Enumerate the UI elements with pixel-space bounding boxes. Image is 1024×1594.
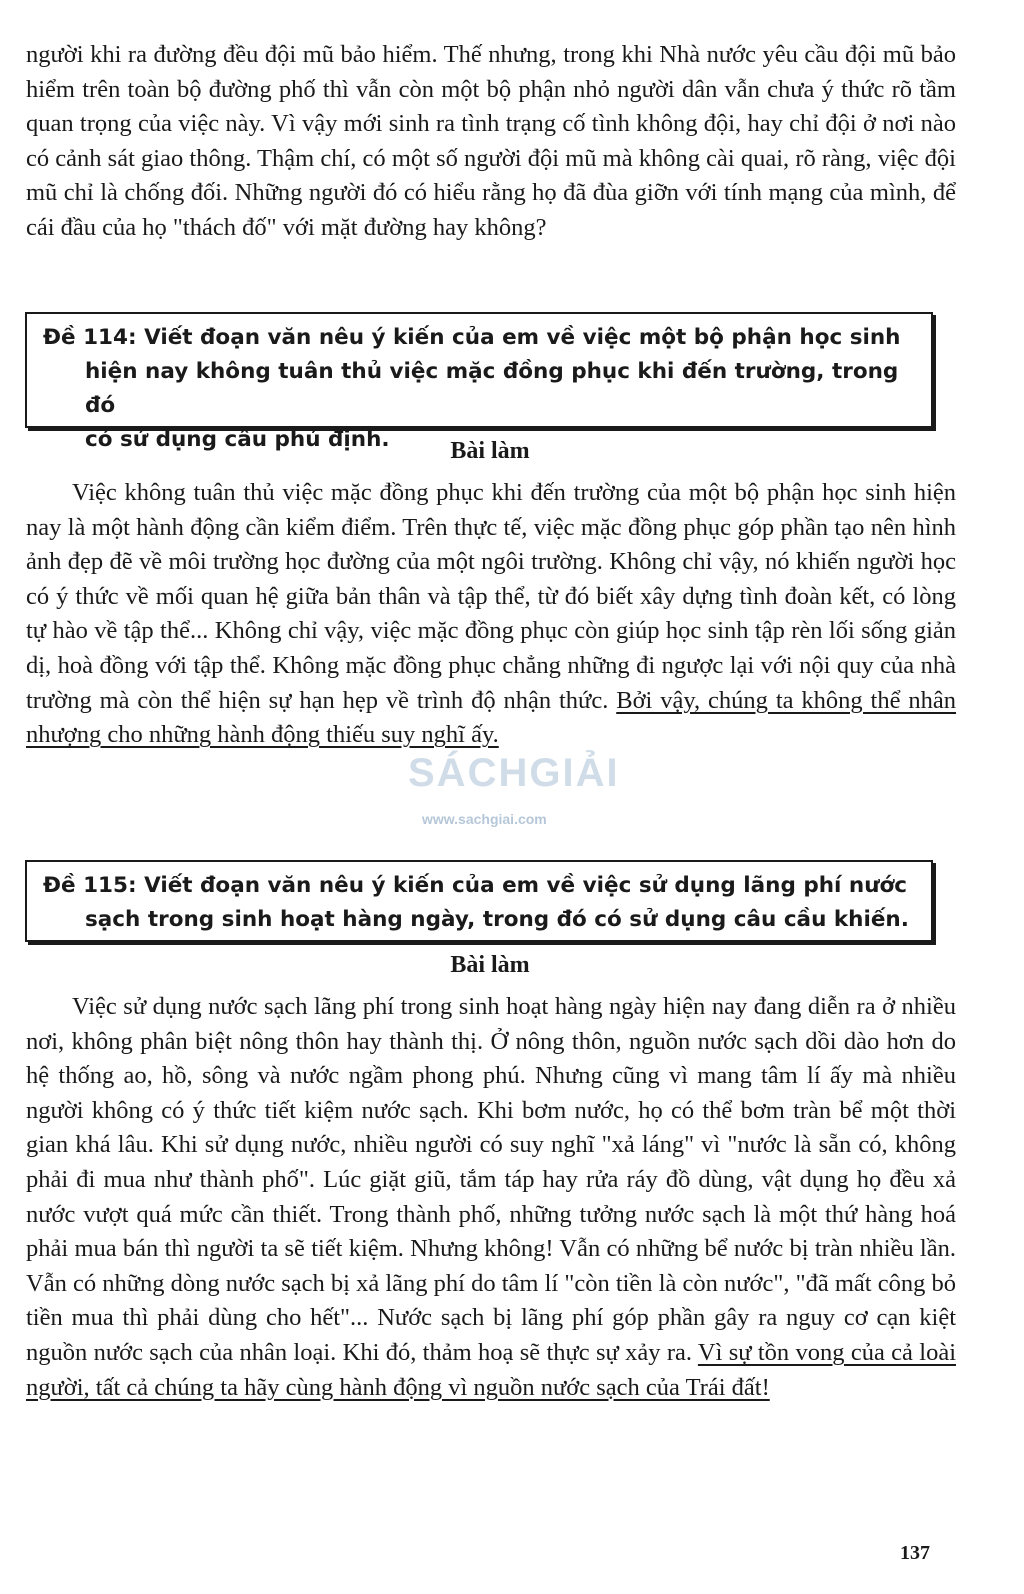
task-114-line-2: hiện nay không tuân thủ việc mặc đồng phục khi đến trường, trong đó	[85, 359, 899, 418]
answer-114-heading: Bài làm	[450, 438, 530, 464]
answer-115-text: Việc sử dụng nước sạch lãng phí trong sinh hoạt hàng ngày hiện nay đang diễn ra ở nhiều nơi, không phân biệt nông thôn hay thành thị. Ở nông thôn, nguồn nước sạch dồi dào hơn do hệ thống ao, hồ, sông và nước ngầm phong phú. Nhưng cũng vì mang tâm lí ấy mà nhiều người không có ý thức tiết kiệm nước sạch. Khi bơm nước, họ có thể bơm tràn bể một thời gian khá lâu. Khi sử dụng nước, nhiều người có suy nghĩ "xả láng" vì "nước là sẵn có, không phải đi mua như thành phố". Lúc giặt giũ, tắm táp hay rửa ráy đồ dùng, vật dụng họ đều xả nước vượt quá mức cần thiết. Trong thành phố, những tưởng nước sạch là một thứ hàng hoá phải mua bán thì người ta sẽ tiết kiệm. Nhưng không! Vẫn có những bể nước bị tràn nhiều lần. Vẫn có những dòng nước sạch bị xả lãng phí do tâm lí "còn tiền là còn nước", "đã mất công bỏ tiền mua thì phải dùng cho hết"... Nước sạch bị lãng phí góp phần gây ra nguy cơ cạn kiệt nguồn nước sạch của nhân loại. Khi đó, thảm hoạ sẽ thực sự xảy ra.	[26, 993, 956, 1366]
watermark-url: www.sachgiai.com	[422, 811, 547, 827]
answer-115-paragraph	[26, 990, 956, 1405]
answer-114-text: Việc không tuân thủ việc mặc đồng phục khi đến trường của một bộ phận học sinh hiện nay là một hành động cần kiểm điểm. Trên thực tế, việc mặc đồng phục góp phần tạo nên hình ảnh đẹp đẽ về môi trường học đường của một ngôi trường. Không chỉ vậy, nó khiến người học có ý thức về mối quan hệ giữa bản thân và tập thể, từ đó biết xây dựng tình đoàn kết, có lòng tự hào về tập thể... Không chỉ vậy, việc mặc đồng phục còn giúp học sinh tập rèn lối sống giản dị, hoà đồng với tập thể. Không mặc đồng phục chẳng những đi ngược lại với nội quy của nhà trường mà còn thể hiện sự hạn hẹp về trình độ nhận thức.	[26, 479, 956, 714]
task-115-line-2: sạch trong sinh hoạt hàng ngày, trong đó có sử dụng câu cầu khiến.	[85, 907, 909, 932]
answer-115-underlined-sentence: Vì sự tồn vong của cả loài người, tất cả chúng ta hãy cùng hành động vì nguồn nước sạch của Trái đất!	[26, 1338, 956, 1401]
answer-114-underlined-sentence: Bởi vậy, chúng ta không thể nhân nhượng cho những hành động thiếu suy nghĩ ấy.	[26, 686, 957, 749]
watermark	[400, 745, 620, 831]
answer-114-paragraph	[26, 476, 956, 753]
page-number: 137	[900, 1542, 930, 1564]
watermark-logo: SÁCHGIẢI	[408, 751, 620, 795]
intro-paragraph: người khi ra đường đều đội mũ bảo hiểm. Thế nhưng, trong khi Nhà nước yêu cầu đội mũ bảo hiểm trên toàn bộ đường phố thì vẫn còn một bộ phận nhỏ người dân vẫn chưa ý thức rõ tầm quan trọng của việc này. Vì vậy mới sinh ra tình trạng cố tình không đội, hay chỉ đội ở nơi nào có cảnh sát giao thông. Thậm chí, có một số người đội mũ mà không cài quai, rõ ràng, việc đội mũ chỉ là chống đối. Những người đó có hiểu rằng họ đã đùa giỡn với tính mạng của mình, để cái đầu của họ "thách đố" với mặt đường hay không?	[26, 41, 956, 241]
task-114-line-3: có sử dụng câu phủ định.	[85, 427, 390, 452]
task-115-box	[25, 860, 933, 942]
task-115-label: Đề 115:	[43, 873, 137, 898]
task-115-line-1: Viết đoạn văn nêu ý kiến của em về việc sử dụng lãng phí nước	[144, 873, 908, 898]
answer-115-heading: Bài làm	[450, 952, 530, 978]
task-114-line-1: Viết đoạn văn nêu ý kiến của em về việc một bộ phận học sinh	[144, 325, 901, 350]
task-114-label: Đề 114:	[43, 325, 137, 350]
